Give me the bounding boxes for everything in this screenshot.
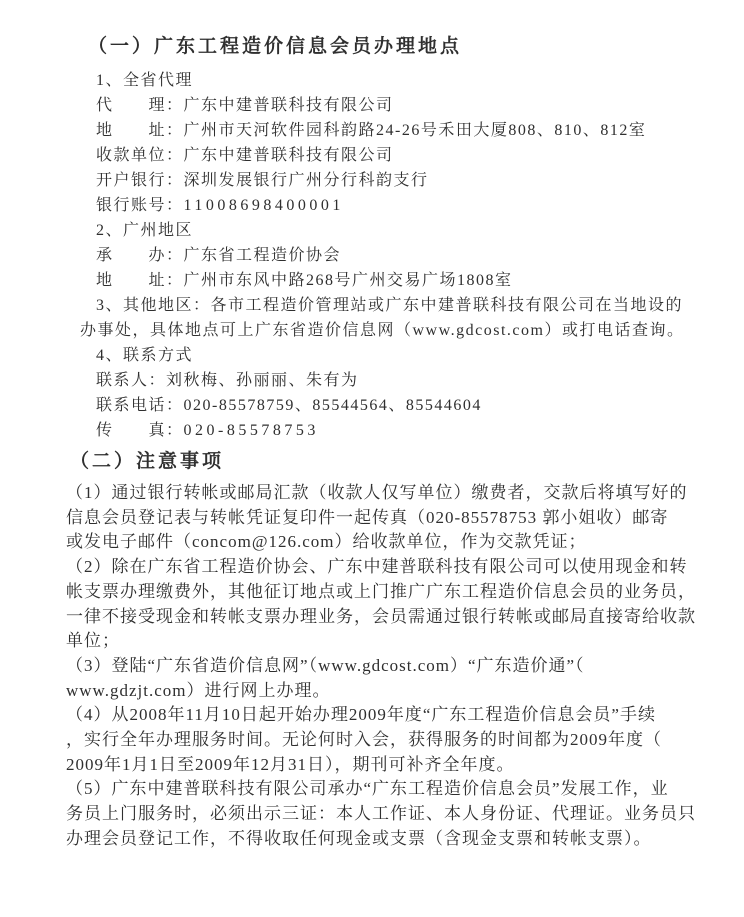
- notes-p4-line-1: （4）从2008年11月10日起开始办理2009年度“广东工程造价信息会员”手续: [66, 705, 656, 725]
- notes-p4-line-2: ，实行全年办理服务时间。无论何时入会，获得服务的时间都为2009年度（: [66, 730, 662, 750]
- bank-line: 开户银行：深圳发展银行广州分行科韵支行: [96, 172, 429, 189]
- item3-line-1: 3、其他地区：各市工程造价管理站或广东中建普联科技有限公司在当地设的: [96, 297, 684, 314]
- item3-line-2: 办事处，具体地点可上广东省造价信息网（www.gdcost.com）或打电话查询。: [80, 322, 685, 339]
- payee-line: 收款单位：广东中建普联科技有限公司: [96, 147, 394, 164]
- item4-heading: 4、联系方式: [96, 347, 194, 364]
- organizer-line: 承 办：广东省工程造价协会: [96, 247, 342, 264]
- contacts-line: 联系人：刘秋梅、孙丽丽、朱有为: [96, 372, 359, 389]
- section2-title: （二）注意事项: [70, 451, 225, 472]
- item1-heading: 1、全省代理: [96, 72, 194, 89]
- fax-number: 020-85578753: [183, 422, 319, 439]
- notes-p1-line-1: （1）通过银行转帐或邮局汇款（收款人仅写单位）缴费者，交款后将填写好的: [66, 483, 688, 502]
- fax-line: [80, 418, 744, 443]
- notes-p4-line-3: 2009年1月1日至2009年12月31日），期刊可补齐全年度。: [66, 754, 515, 774]
- address1-line: 地 址：广州市天河软件园科韵路24-26号禾田大厦808、810、812室: [96, 122, 647, 139]
- notes-p1-line-2: 信息会员登记表与转帐凭证复印件一起传真（020-85578753 郭小姐收）邮寄: [66, 507, 669, 527]
- section2-body: [66, 481, 710, 852]
- notes-p5-line-3: 办理会员登记工作，不得收取任何现金或支票（含现金支票和转帐支票）。: [66, 828, 652, 848]
- phone-label: 联系电话：: [96, 397, 184, 414]
- notes-p2-line-2: 帐支票办理缴费外，其他征订地点或上门推广广东工程造价信息会员的业务员，: [66, 581, 696, 601]
- item2-heading: 2、广州地区: [96, 222, 194, 239]
- notes-p3-line-2: www.gdzjt.com）进行网上办理。: [66, 680, 331, 700]
- address2-line: 地 址：广州市东风中路268号广州交易广场1808室: [96, 272, 513, 289]
- notes-p2-line-1: （2）除在广东省工程造价协会、广东中建普联科技有限公司可以使用现金和转: [66, 557, 688, 577]
- notes-p5-line-2: 务员上门服务时，必须出示三证：本人工作证、本人身份证、代理证。业务员只: [66, 804, 696, 824]
- notes-p2-line-3: 一律不接受现金和转帐支票办理业务，会员需通过银行转帐或邮局直接寄给收款: [66, 606, 696, 626]
- agent-line: 代 理：广东中建普联科技有限公司: [96, 97, 394, 114]
- notes-p1-line-3: 或发电子邮件（concom@126.com）给收款单位，作为交款凭证；: [66, 532, 587, 552]
- account-label: 银行账号：: [96, 197, 184, 214]
- notes-p5-line-1: （5）广东中建普联科技有限公司承办“广东工程造价信息会员”发展工作，业: [66, 779, 669, 799]
- phone-line: [80, 393, 744, 418]
- notes-p2-line-4: 单位；: [66, 631, 120, 651]
- notes-p3-line-1: （3）登陆“广东省造价信息网”（www.gdcost.com）“广东造价通”（: [66, 655, 585, 675]
- section1-body: [80, 68, 744, 443]
- account-number: 11008698400001: [183, 197, 344, 214]
- section1-title: （一）广东工程造价信息会员办理地点: [88, 36, 463, 57]
- phone-numbers: 020-85578759、85544564、85544604: [183, 397, 482, 414]
- fax-label: 传 真：: [96, 422, 184, 439]
- account-line: [80, 193, 744, 218]
